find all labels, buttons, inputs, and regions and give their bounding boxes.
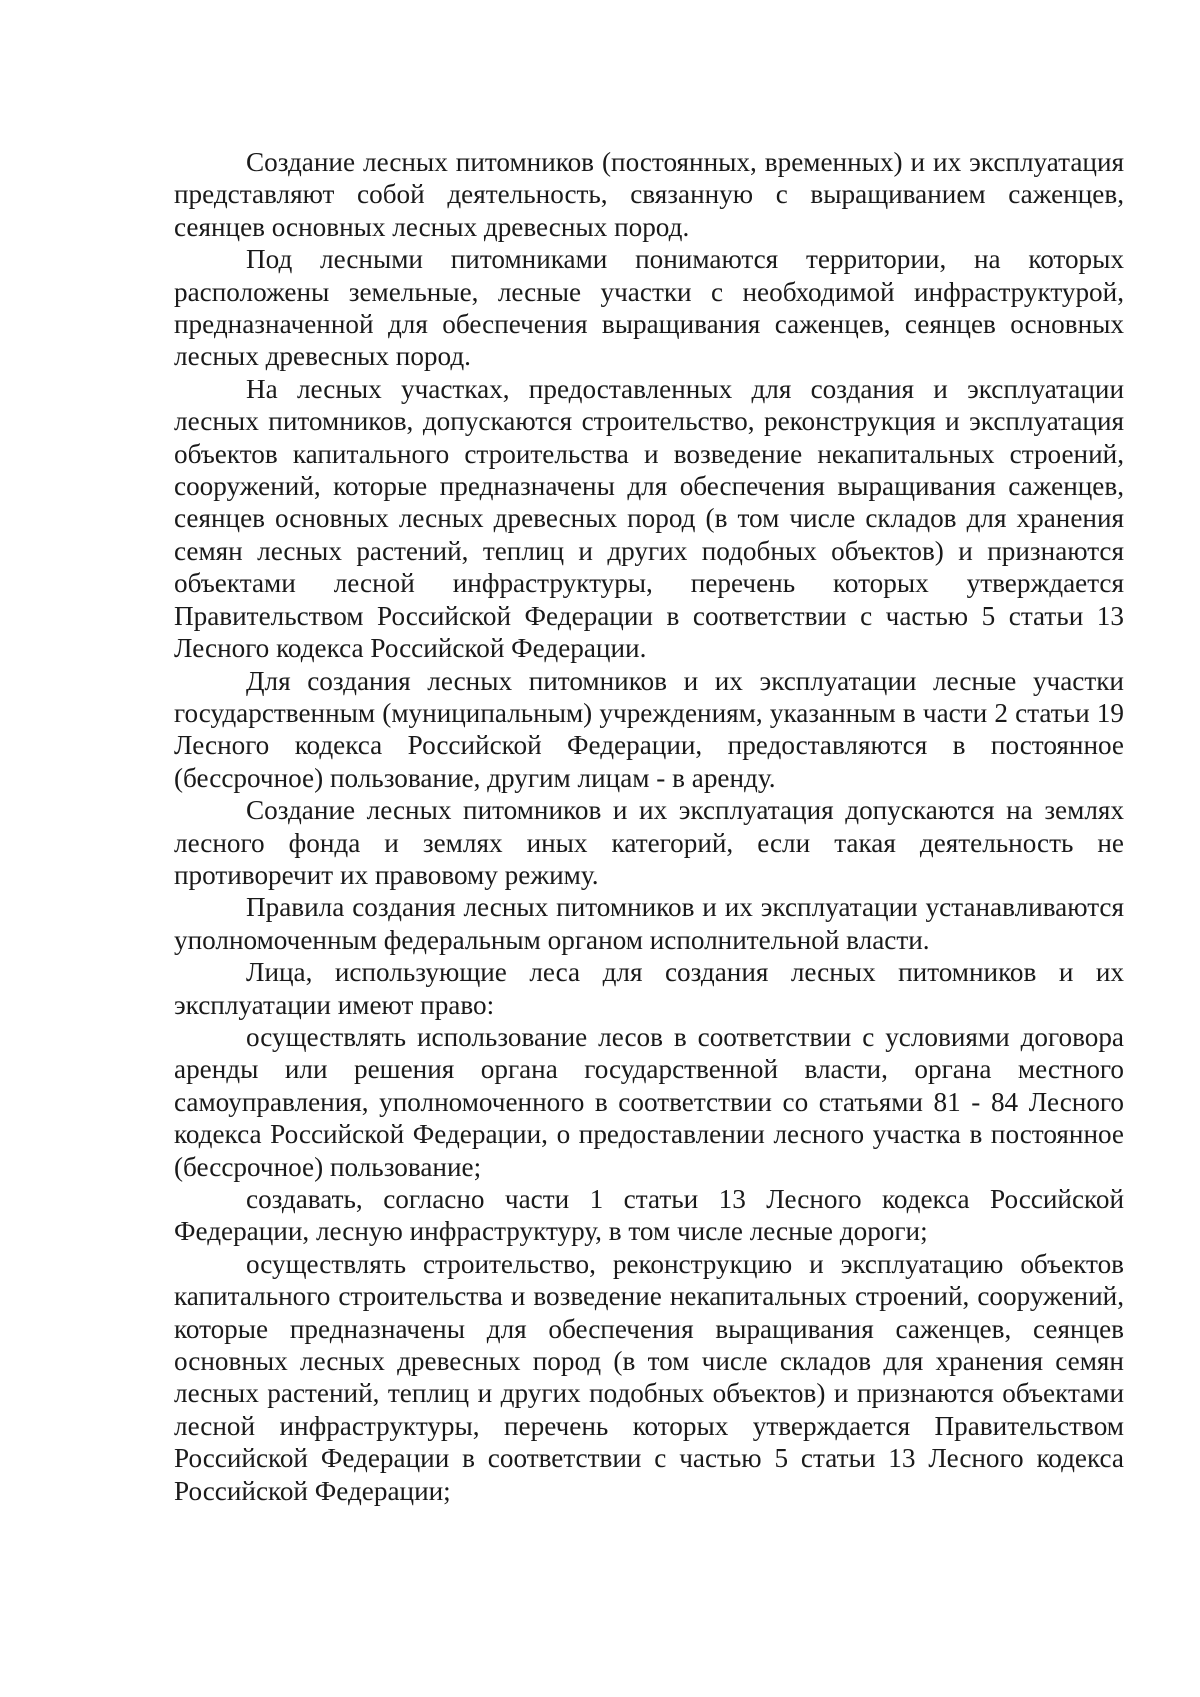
list-item-infrastructure: создавать, согласно части 1 статьи 13 Лесного кодекса Российской Федерации, лесную инфраструктуру, в том числе лесные дороги;: [174, 1184, 1124, 1247]
list-item-forest-use: осуществлять использование лесов в соответствии с условиями договора аренды или решения органа государственной власти, органа местного самоуправления, уполномоченного в соответствии со статьями 81 - 84 Лесного кодекса Российской Федерации, о предоставлении лесного участка в постоянное (бессрочное) пользование;: [174, 1021, 1124, 1182]
document-body: [174, 146, 1124, 1507]
list-item-construction: осуществлять строительство, реконструкцию и эксплуатацию объектов капитального строительства и возведение некапитальных строений, сооружений, которые предназначены для обеспечения выращивания саженцев, сеянцев основных лесных древесных пород (в том числе складов для хранения семян лесных растений, теплиц и других подобных объектов) и признаются объектами лесной инфраструктуры, перечень которых утверждается Правительством Российской Федерации в соответствии с частью 5 статьи 13 Лесного кодекса Российской Федерации;: [174, 1248, 1124, 1506]
paragraph-rules: Правила создания лесных питомников и их эксплуатации устанавливаются уполномоченным федеральным органом исполнительной власти.: [174, 892, 1124, 955]
paragraph-construction-permitted: На лесных участках, предоставленных для создания и эксплуатации лесных питомников, допускаются строительство, реконструкция и эксплуатация объектов капитального строительства и возведение некапитальных строений, сооружений, которые предназначены для обеспечения выращивания саженцев, сеянцев основных лесных древесных пород (в том числе складов для хранения семян лесных растений, теплиц и других подобных объектов) и признаются объектами лесной инфраструктуры, перечень которых утверждается Правительством Российской Федерации в соответствии с частью 5 статьи 13 Лесного кодекса Российской Федерации.: [174, 373, 1124, 664]
paragraph-rights-intro: Лица, использующие леса для создания лесных питомников и их эксплуатации имеют право:: [174, 957, 1124, 1020]
paragraph-land-categories: Создание лесных питомников и их эксплуатация допускаются на землях лесного фонда и землях иных категорий, если такая деятельность не противоречит их правовому режиму.: [174, 795, 1124, 890]
paragraph-nursery-definition: Создание лесных питомников (постоянных, временных) и их эксплуатация представляют собой деятельность, связанную с выращиванием саженцев, сеянцев основных лесных древесных пород.: [174, 147, 1124, 242]
paragraph-nursery-territories: Под лесными питомниками понимаются территории, на которых расположены земельные, лесные участки с необходимой инфраструктурой, предназначенной для обеспечения выращивания саженцев, сеянцев основных лесных древесных пород.: [174, 244, 1124, 372]
paragraph-land-provision: Для создания лесных питомников и их эксплуатации лесные участки государственным (муниципальным) учреждениям, указанным в части 2 статьи 19 Лесного кодекса Российской Федерации, предоставляются в постоянное (бессрочное) пользование, другим лицам - в аренду.: [174, 665, 1124, 793]
